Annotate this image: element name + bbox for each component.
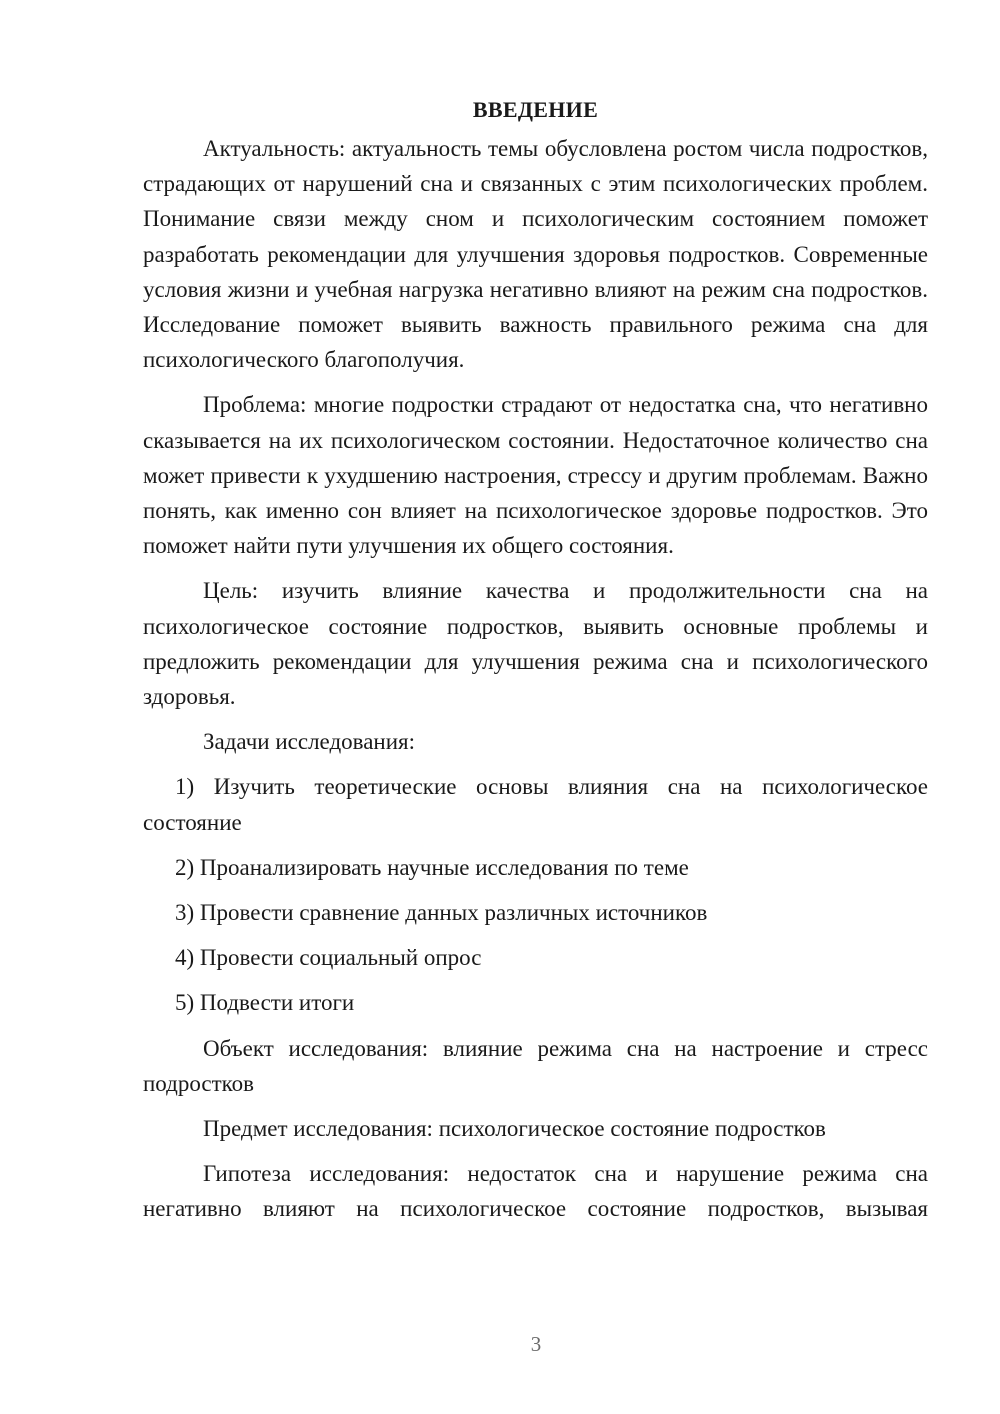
hypothesis-paragraph: Гипотеза исследования: недостаток сна и нарушение режима сна негативно влияют на психологическое состояние подростков, вызывая [143, 1161, 928, 1222]
tasks-title: Задачи исследования: [203, 729, 416, 755]
subject-paragraph: Предмет исследования: психологическое состояние подростков [203, 1116, 826, 1142]
document-page [143, 92, 928, 1237]
problem-paragraph: Проблема: многие подростки страдают от недостатка сна, что негативно сказывается на их психологическом состоянии. Недостаточное количество сна может привести к ухудшению настроения, стрессу и другим проблемам. Важно понять, как именно сон влияет на психологическое здоровье подростков. Это поможет найти пути улучшения их общего состояния. [143, 392, 928, 559]
object-paragraph: Объект исследования: влияние режима сна на настроение и стресс подростков [143, 1035, 928, 1096]
task-item-4: 4) Провести социальный опрос [175, 945, 482, 971]
page-number: 3 [530, 1332, 542, 1356]
task-item-5: 5) Подвести итоги [175, 990, 355, 1016]
task-item-3: 3) Провести сравнение данных различных источников [175, 900, 708, 926]
section-heading: ВВЕДЕНИЕ [472, 97, 599, 122]
task-item-1: 1) Изучить теоретические основы влияния сна на психологическое состояние [143, 774, 928, 835]
task-item-2: 2) Проанализировать научные исследования по теме [175, 854, 689, 880]
relevance-paragraph: Актуальность: актуальность темы обусловлена ростом числа подростков, страдающих от нарушений сна и связанных с этим психологических проблем. Понимание связи между сном и психологическим состоянием поможет разработать рекомендации для улучшения здоровья подростков. Современные условия жизни и учебная нагрузка негативно влияют на режим сна подростков. Исследование поможет выявить важность правильного режима сна для психологического благополучия. [143, 136, 928, 373]
goal-paragraph: Цель: изучить влияние качества и продолжительности сна на психологическое состояние подростков, выявить основные проблемы и предложить рекомендации для улучшения режима сна и психологического здоровья. [143, 578, 928, 710]
